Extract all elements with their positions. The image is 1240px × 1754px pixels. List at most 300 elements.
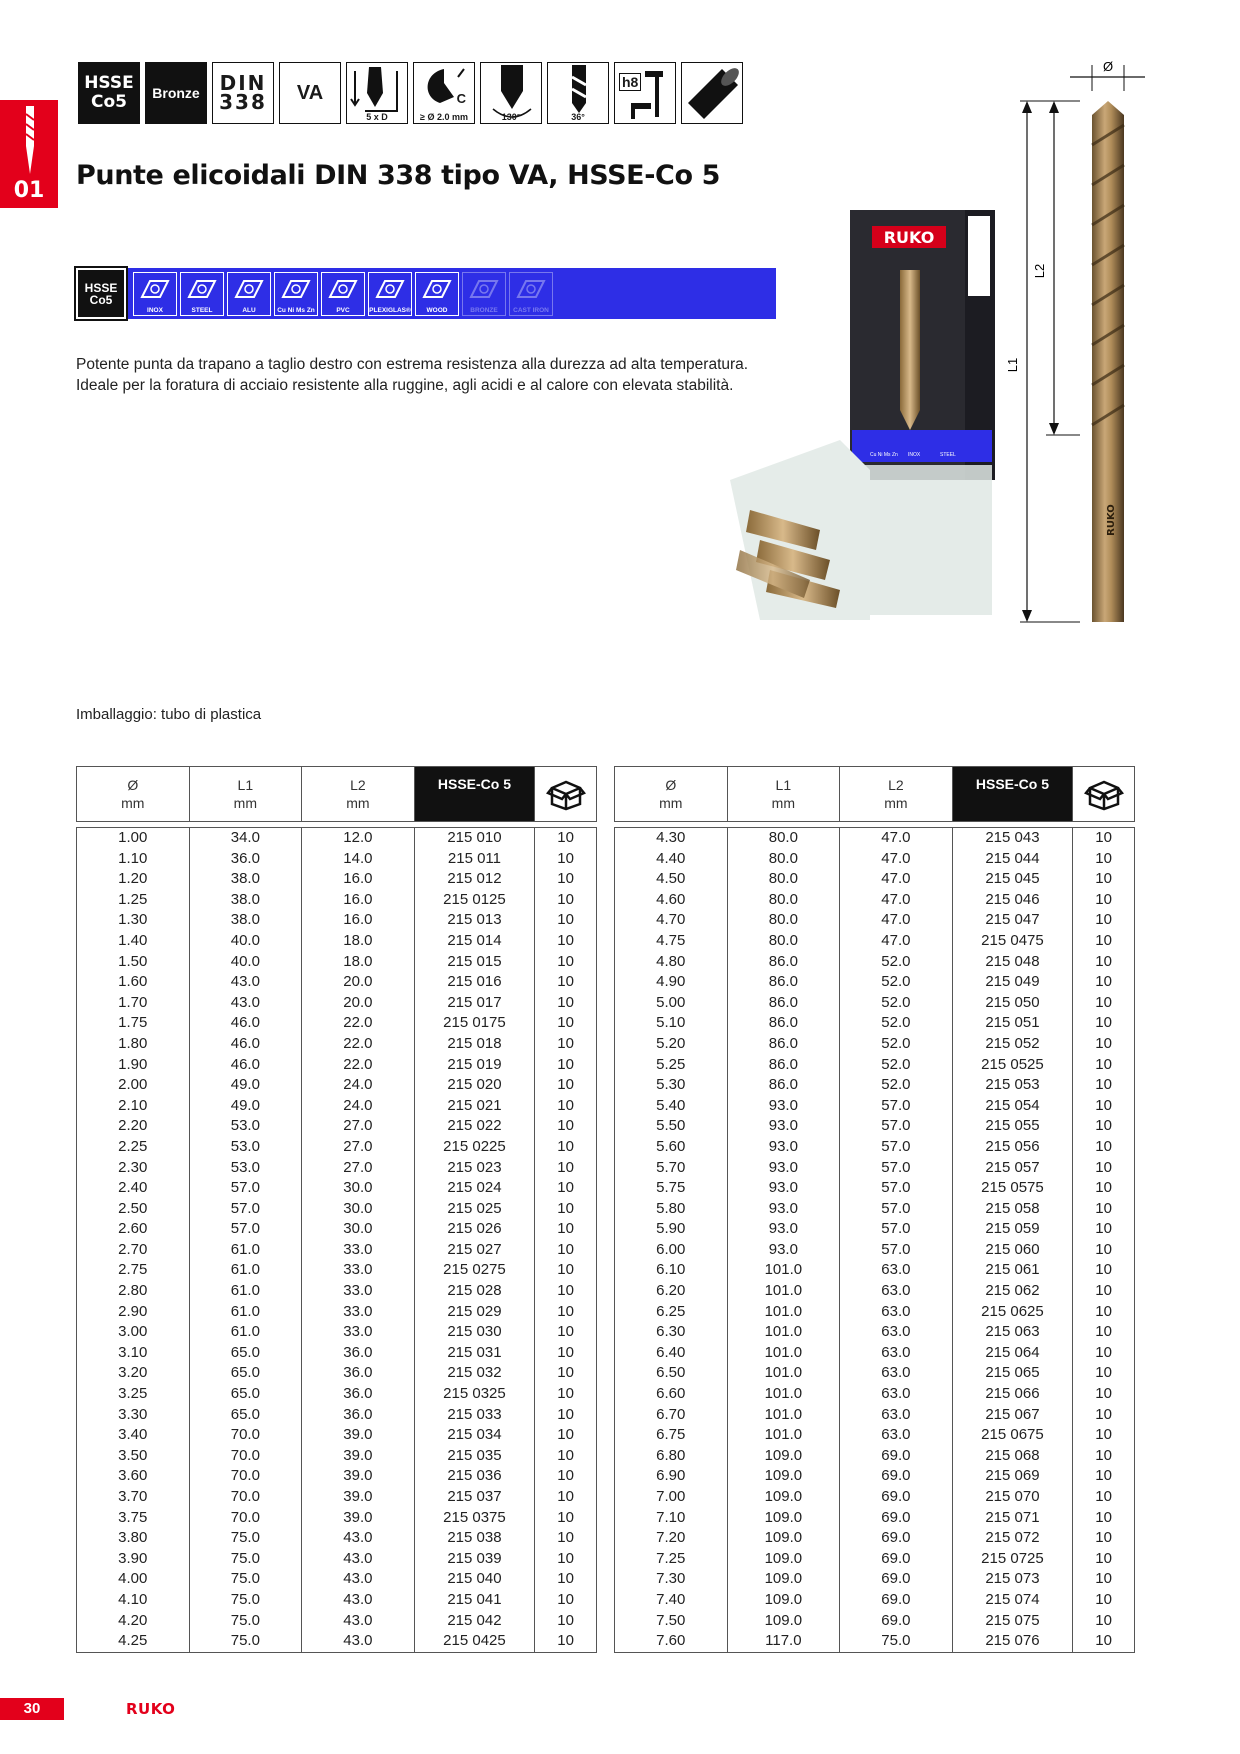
table-row (615, 1549, 1134, 1570)
material-item (274, 272, 318, 316)
cell-pack-qty: 10 (1095, 829, 1112, 846)
material-item (509, 272, 553, 316)
box-label-3: STEEL (940, 452, 956, 458)
material-co5-label: Co5 (89, 292, 113, 307)
material-label: Cu Ni Ms Zn (277, 306, 315, 314)
table-row (77, 1466, 596, 1487)
table-row (615, 1590, 1134, 1611)
cell-pack-qty: 10 (557, 952, 574, 970)
cell-diameter: 1.60 (77, 972, 190, 993)
cell-pack-qty: 10 (1095, 890, 1112, 908)
cell-pack-qty: 10 (557, 1426, 574, 1444)
cell-diameter: 6.60 (615, 1384, 728, 1405)
cell-l1: 93.0 (728, 1199, 841, 1220)
cell-diameter: 6.30 (615, 1322, 728, 1343)
cell-l1: 80.0 (728, 910, 841, 931)
cell-article: 215 030 (415, 1322, 536, 1343)
cell-pack-qty: 10 (557, 1014, 574, 1032)
cell-diameter: 1.00 (77, 828, 190, 849)
cell-article: 215 0625 (953, 1302, 1074, 1323)
cell-l1: 109.0 (728, 1487, 841, 1508)
cell-l1: 93.0 (728, 1158, 841, 1179)
table-row (77, 1137, 596, 1158)
material-item (133, 272, 177, 316)
cell-l1: 93.0 (728, 1116, 841, 1137)
packaging-note: Imballaggio: tubo di plastica (76, 706, 262, 723)
cell-l1: 70.0 (190, 1508, 303, 1529)
helix-angle-icon (547, 62, 609, 124)
cell-l1: 101.0 (728, 1322, 841, 1343)
cell-diameter: 5.10 (615, 1013, 728, 1034)
cell-l2: 69.0 (840, 1446, 953, 1467)
cell-pack-qty: 10 (1095, 1611, 1112, 1629)
cell-diameter: 7.10 (615, 1508, 728, 1529)
cell-article: 215 028 (415, 1281, 536, 1302)
cell-l1: 61.0 (190, 1322, 303, 1343)
cell-l1: 80.0 (728, 869, 841, 890)
table-header (76, 766, 597, 822)
cell-l2: 24.0 (302, 1096, 415, 1117)
cell-l2: 63.0 (840, 1260, 953, 1281)
cell-l2: 36.0 (302, 1363, 415, 1384)
cell-diameter: 3.10 (77, 1343, 190, 1364)
cell-pack-qty: 10 (1095, 1529, 1112, 1547)
cell-diameter: 3.20 (77, 1363, 190, 1384)
cell-pack-qty: 10 (557, 1467, 574, 1485)
cell-pack-qty: 10 (557, 1034, 574, 1052)
cell-l1: 93.0 (728, 1096, 841, 1117)
cell-l1: 38.0 (190, 869, 303, 890)
cell-l2: 63.0 (840, 1302, 953, 1323)
cell-article: 215 068 (953, 1446, 1074, 1467)
cell-l2: 33.0 (302, 1240, 415, 1261)
chapter-number: 01 (13, 178, 45, 203)
cell-l2: 47.0 (840, 849, 953, 870)
cell-l1: 80.0 (728, 890, 841, 911)
cell-diameter: 5.20 (615, 1034, 728, 1055)
cell-l2: 57.0 (840, 1096, 953, 1117)
cell-pack-qty: 10 (1095, 1302, 1112, 1320)
cell-l1: 65.0 (190, 1343, 303, 1364)
cell-l2: 43.0 (302, 1631, 415, 1652)
cell-l2: 20.0 (302, 993, 415, 1014)
cell-l2: 43.0 (302, 1569, 415, 1590)
bronze-badge (145, 62, 207, 124)
table-row (615, 1034, 1134, 1055)
cell-l2: 69.0 (840, 1466, 953, 1487)
cell-diameter: 4.75 (615, 931, 728, 952)
cell-l2: 33.0 (302, 1302, 415, 1323)
material-item (462, 272, 506, 316)
cell-pack-qty: 10 (557, 1096, 574, 1114)
cell-diameter: 2.75 (77, 1260, 190, 1281)
cell-article: 215 018 (415, 1034, 536, 1055)
cell-diameter: 2.80 (77, 1281, 190, 1302)
cell-diameter: 4.40 (615, 849, 728, 870)
table-row (77, 1425, 596, 1446)
table-row (77, 1260, 596, 1281)
cell-l1: 109.0 (728, 1549, 841, 1570)
table-row (615, 1384, 1134, 1405)
cell-diameter: 2.60 (77, 1219, 190, 1240)
material-icon (469, 277, 499, 301)
header-l2 (302, 767, 415, 821)
cell-article: 215 012 (415, 869, 536, 890)
cell-article: 215 044 (953, 849, 1074, 870)
cell-l1: 61.0 (190, 1260, 303, 1281)
cell-l2: 16.0 (302, 890, 415, 911)
page-number: 30 (0, 1698, 64, 1720)
cell-pack-qty: 10 (1095, 1199, 1112, 1217)
cell-article: 215 060 (953, 1240, 1074, 1261)
cell-article: 215 054 (953, 1096, 1074, 1117)
cell-pack-qty: 10 (557, 1055, 574, 1073)
cell-l1: 86.0 (728, 952, 841, 973)
cell-l2: 14.0 (302, 849, 415, 870)
cell-article: 215 034 (415, 1425, 536, 1446)
table-row (77, 1405, 596, 1426)
cell-pack-qty: 10 (1095, 1096, 1112, 1114)
cell-l1: 101.0 (728, 1343, 841, 1364)
cell-pack-qty: 10 (1095, 1240, 1112, 1258)
cell-article: 215 053 (953, 1075, 1074, 1096)
cell-article: 215 067 (953, 1405, 1074, 1426)
material-hsse-badge (76, 268, 126, 319)
cell-article: 215 072 (953, 1528, 1074, 1549)
cell-article: 215 026 (415, 1219, 536, 1240)
hsse-co5-badge (78, 62, 140, 124)
cell-article: 215 069 (953, 1466, 1074, 1487)
table-row (615, 1158, 1134, 1179)
cell-article: 215 029 (415, 1302, 536, 1323)
cell-l1: 57.0 (190, 1199, 303, 1220)
type-label: VA (296, 81, 324, 104)
cell-l2: 27.0 (302, 1116, 415, 1137)
cell-l2: 57.0 (840, 1178, 953, 1199)
chapter-tab (0, 100, 58, 208)
l1-dimension-label: L1 (1005, 357, 1020, 373)
cell-l2: 47.0 (840, 910, 953, 931)
cell-diameter: 1.40 (77, 931, 190, 952)
cell-article: 215 0725 (953, 1549, 1074, 1570)
table-row (615, 849, 1134, 870)
cell-pack-qty: 10 (557, 890, 574, 908)
din-338-badge (212, 62, 274, 124)
cell-l2: 30.0 (302, 1178, 415, 1199)
cell-pack-qty: 10 (557, 911, 574, 929)
cell-diameter: 1.25 (77, 890, 190, 911)
cell-article: 215 019 (415, 1055, 536, 1076)
cell-diameter: 3.90 (77, 1549, 190, 1570)
header-l2-unit: mm (884, 795, 908, 811)
cell-l2: 75.0 (840, 1631, 953, 1652)
table-row (615, 1631, 1134, 1652)
cell-l2: 47.0 (840, 869, 953, 890)
cell-diameter: 4.00 (77, 1569, 190, 1590)
cell-l2: 39.0 (302, 1487, 415, 1508)
cell-article: 215 014 (415, 931, 536, 952)
header-l2-label: L2 (888, 777, 904, 793)
cell-article: 215 055 (953, 1116, 1074, 1137)
drill-dimension-diagram (1005, 55, 1160, 635)
table-row (77, 1219, 596, 1240)
tolerance-icon (614, 62, 676, 124)
cell-l2: 63.0 (840, 1405, 953, 1426)
table-header (614, 766, 1135, 822)
cell-article: 215 032 (415, 1363, 536, 1384)
product-description (76, 354, 796, 396)
cell-article: 215 043 (953, 828, 1074, 849)
cell-diameter: 3.50 (77, 1446, 190, 1467)
cell-pack-qty: 10 (1095, 1158, 1112, 1176)
table-row (77, 1322, 596, 1343)
cell-article: 215 065 (953, 1363, 1074, 1384)
cell-l2: 52.0 (840, 972, 953, 993)
material-icon (234, 277, 264, 301)
depth-caption: 5 x D (366, 112, 388, 122)
cell-l1: 70.0 (190, 1425, 303, 1446)
table-row (77, 1528, 596, 1549)
cell-l2: 27.0 (302, 1137, 415, 1158)
cell-article: 215 037 (415, 1487, 536, 1508)
cell-diameter: 3.00 (77, 1322, 190, 1343)
cell-diameter: 5.60 (615, 1137, 728, 1158)
cell-pack-qty: 10 (557, 1117, 574, 1135)
cell-l1: 40.0 (190, 952, 303, 973)
cell-diameter: 3.25 (77, 1384, 190, 1405)
cell-pack-qty: 10 (557, 1137, 574, 1155)
cell-l2: 57.0 (840, 1199, 953, 1220)
material-label: WOOD (426, 306, 448, 314)
cell-diameter: 2.10 (77, 1096, 190, 1117)
cell-l1: 93.0 (728, 1137, 841, 1158)
cell-l1: 101.0 (728, 1302, 841, 1323)
cell-l1: 43.0 (190, 993, 303, 1014)
cell-pack-qty: 10 (557, 1179, 574, 1197)
table-row (77, 1055, 596, 1076)
table-row (615, 1013, 1134, 1034)
cell-l1: 93.0 (728, 1240, 841, 1261)
cell-article: 215 0475 (953, 931, 1074, 952)
cell-l1: 53.0 (190, 1116, 303, 1137)
cell-l2: 63.0 (840, 1343, 953, 1364)
point-angle-caption: 130° (501, 112, 521, 122)
cell-pack-qty: 10 (1095, 849, 1112, 867)
table-row (615, 1240, 1134, 1261)
cell-article: 215 031 (415, 1343, 536, 1364)
header-diameter (615, 767, 728, 821)
cell-l2: 52.0 (840, 993, 953, 1014)
cell-diameter: 4.10 (77, 1590, 190, 1611)
material-label: ALU (242, 306, 256, 314)
cell-l1: 86.0 (728, 1013, 841, 1034)
table-body (76, 827, 597, 1653)
cell-l1: 101.0 (728, 1425, 841, 1446)
cell-l2: 69.0 (840, 1611, 953, 1632)
co5-label: Co5 (91, 92, 127, 112)
cell-diameter: 3.40 (77, 1425, 190, 1446)
header-package (1073, 767, 1134, 821)
cell-l1: 49.0 (190, 1096, 303, 1117)
table-row (615, 890, 1134, 911)
cylindrical-shank-icon (681, 62, 743, 124)
cell-pack-qty: 10 (1095, 1632, 1112, 1650)
cell-pack-qty: 10 (1095, 1179, 1112, 1197)
table-row (77, 1281, 596, 1302)
tolerance-label: h8 (619, 73, 641, 91)
table-row (77, 993, 596, 1014)
cell-l2: 69.0 (840, 1569, 953, 1590)
din-number: 338 (219, 90, 267, 114)
footer-logo: RUKO (126, 1700, 176, 1718)
cell-diameter: 5.40 (615, 1096, 728, 1117)
cell-article: 215 056 (953, 1137, 1074, 1158)
material-icon (375, 277, 405, 301)
cell-article: 215 024 (415, 1178, 536, 1199)
table-row (615, 931, 1134, 952)
table-row (77, 849, 596, 870)
box-brand-text: RUKO (883, 228, 935, 247)
cell-l2: 57.0 (840, 1240, 953, 1261)
cell-article: 215 059 (953, 1219, 1074, 1240)
cell-pack-qty: 10 (1095, 911, 1112, 929)
table-row (77, 1384, 596, 1405)
cell-diameter: 6.90 (615, 1466, 728, 1487)
table-row (615, 952, 1134, 973)
cell-diameter: 6.25 (615, 1302, 728, 1323)
cell-l2: 57.0 (840, 1116, 953, 1137)
cell-diameter: 5.70 (615, 1158, 728, 1179)
diameter-caption: ≥ Ø 2.0 mm (420, 112, 468, 122)
cell-diameter: 6.50 (615, 1363, 728, 1384)
cell-l2: 18.0 (302, 952, 415, 973)
table-row (77, 1302, 596, 1323)
cell-pack-qty: 10 (1095, 1034, 1112, 1052)
cell-l1: 53.0 (190, 1158, 303, 1179)
cell-article: 215 074 (953, 1590, 1074, 1611)
table-row (615, 910, 1134, 931)
table-row (77, 1034, 596, 1055)
cell-article: 215 027 (415, 1240, 536, 1261)
table-row (615, 1302, 1134, 1323)
table-row (77, 1096, 596, 1117)
material-label: STEEL (191, 306, 213, 314)
table-row (77, 890, 596, 911)
cell-l1: 86.0 (728, 993, 841, 1014)
cell-pack-qty: 10 (1095, 1055, 1112, 1073)
cell-article: 215 064 (953, 1343, 1074, 1364)
cell-l1: 86.0 (728, 1055, 841, 1076)
cell-l1: 43.0 (190, 972, 303, 993)
cell-l1: 38.0 (190, 910, 303, 931)
cell-l2: 39.0 (302, 1466, 415, 1487)
cell-pack-qty: 10 (557, 1199, 574, 1217)
table-row (77, 828, 596, 849)
cell-l2: 69.0 (840, 1590, 953, 1611)
table-row (615, 1466, 1134, 1487)
helix-angle-caption: 36° (571, 112, 585, 122)
cell-l2: 69.0 (840, 1528, 953, 1549)
cell-diameter: 5.80 (615, 1199, 728, 1220)
material-label: INOX (147, 306, 163, 314)
product-packaging-image (730, 210, 1000, 620)
cell-article: 215 063 (953, 1322, 1074, 1343)
cell-l2: 47.0 (840, 828, 953, 849)
table-row (615, 972, 1134, 993)
table-row (615, 1137, 1134, 1158)
cell-pack-qty: 10 (557, 1405, 574, 1423)
material-icon (140, 277, 170, 301)
cell-pack-qty: 10 (557, 1529, 574, 1547)
cell-l2: 22.0 (302, 1034, 415, 1055)
cell-article: 215 042 (415, 1611, 536, 1632)
table-row (77, 1631, 596, 1652)
table-row (77, 1569, 596, 1590)
cell-l1: 86.0 (728, 972, 841, 993)
table-row (77, 952, 596, 973)
cell-diameter: 2.30 (77, 1158, 190, 1179)
cell-article: 215 058 (953, 1199, 1074, 1220)
cell-diameter: 3.60 (77, 1466, 190, 1487)
cell-l2: 43.0 (302, 1590, 415, 1611)
table-row (77, 931, 596, 952)
table-row (77, 1240, 596, 1261)
cell-l1: 70.0 (190, 1487, 303, 1508)
cell-diameter: 7.60 (615, 1631, 728, 1652)
cell-diameter: 3.30 (77, 1405, 190, 1426)
cell-article: 215 041 (415, 1590, 536, 1611)
cell-l2: 57.0 (840, 1137, 953, 1158)
cell-article: 215 0275 (415, 1260, 536, 1281)
header-package (535, 767, 596, 821)
cell-article: 215 025 (415, 1199, 536, 1220)
table-row (77, 1343, 596, 1364)
cell-article: 215 040 (415, 1569, 536, 1590)
cell-l1: 101.0 (728, 1363, 841, 1384)
table-row (615, 1322, 1134, 1343)
cell-diameter: 7.30 (615, 1569, 728, 1590)
table-row (615, 1075, 1134, 1096)
table-row (615, 1343, 1134, 1364)
cell-l1: 101.0 (728, 1405, 841, 1426)
type-va-badge (279, 62, 341, 124)
table-row (615, 1405, 1134, 1426)
cell-l1: 46.0 (190, 1013, 303, 1034)
table-row (615, 1487, 1134, 1508)
cell-article: 215 033 (415, 1405, 536, 1426)
header-l2 (840, 767, 953, 821)
cell-article: 215 0175 (415, 1013, 536, 1034)
cell-article: 215 021 (415, 1096, 536, 1117)
cell-pack-qty: 10 (1095, 1343, 1112, 1361)
cell-article: 215 022 (415, 1116, 536, 1137)
cell-l1: 65.0 (190, 1405, 303, 1426)
cell-l2: 30.0 (302, 1219, 415, 1240)
cell-article: 215 023 (415, 1158, 536, 1179)
cell-l1: 80.0 (728, 849, 841, 870)
cell-pack-qty: 10 (557, 1632, 574, 1650)
cell-l1: 109.0 (728, 1528, 841, 1549)
table-row (77, 972, 596, 993)
cell-l1: 57.0 (190, 1219, 303, 1240)
cell-l2: 16.0 (302, 910, 415, 931)
cell-l1: 109.0 (728, 1590, 841, 1611)
material-label: PLEXIGLAS® (369, 306, 411, 314)
shank-engraving: RUKO (1106, 504, 1117, 536)
cell-l1: 86.0 (728, 1034, 841, 1055)
cell-diameter: 4.30 (615, 828, 728, 849)
table-row (615, 1219, 1134, 1240)
